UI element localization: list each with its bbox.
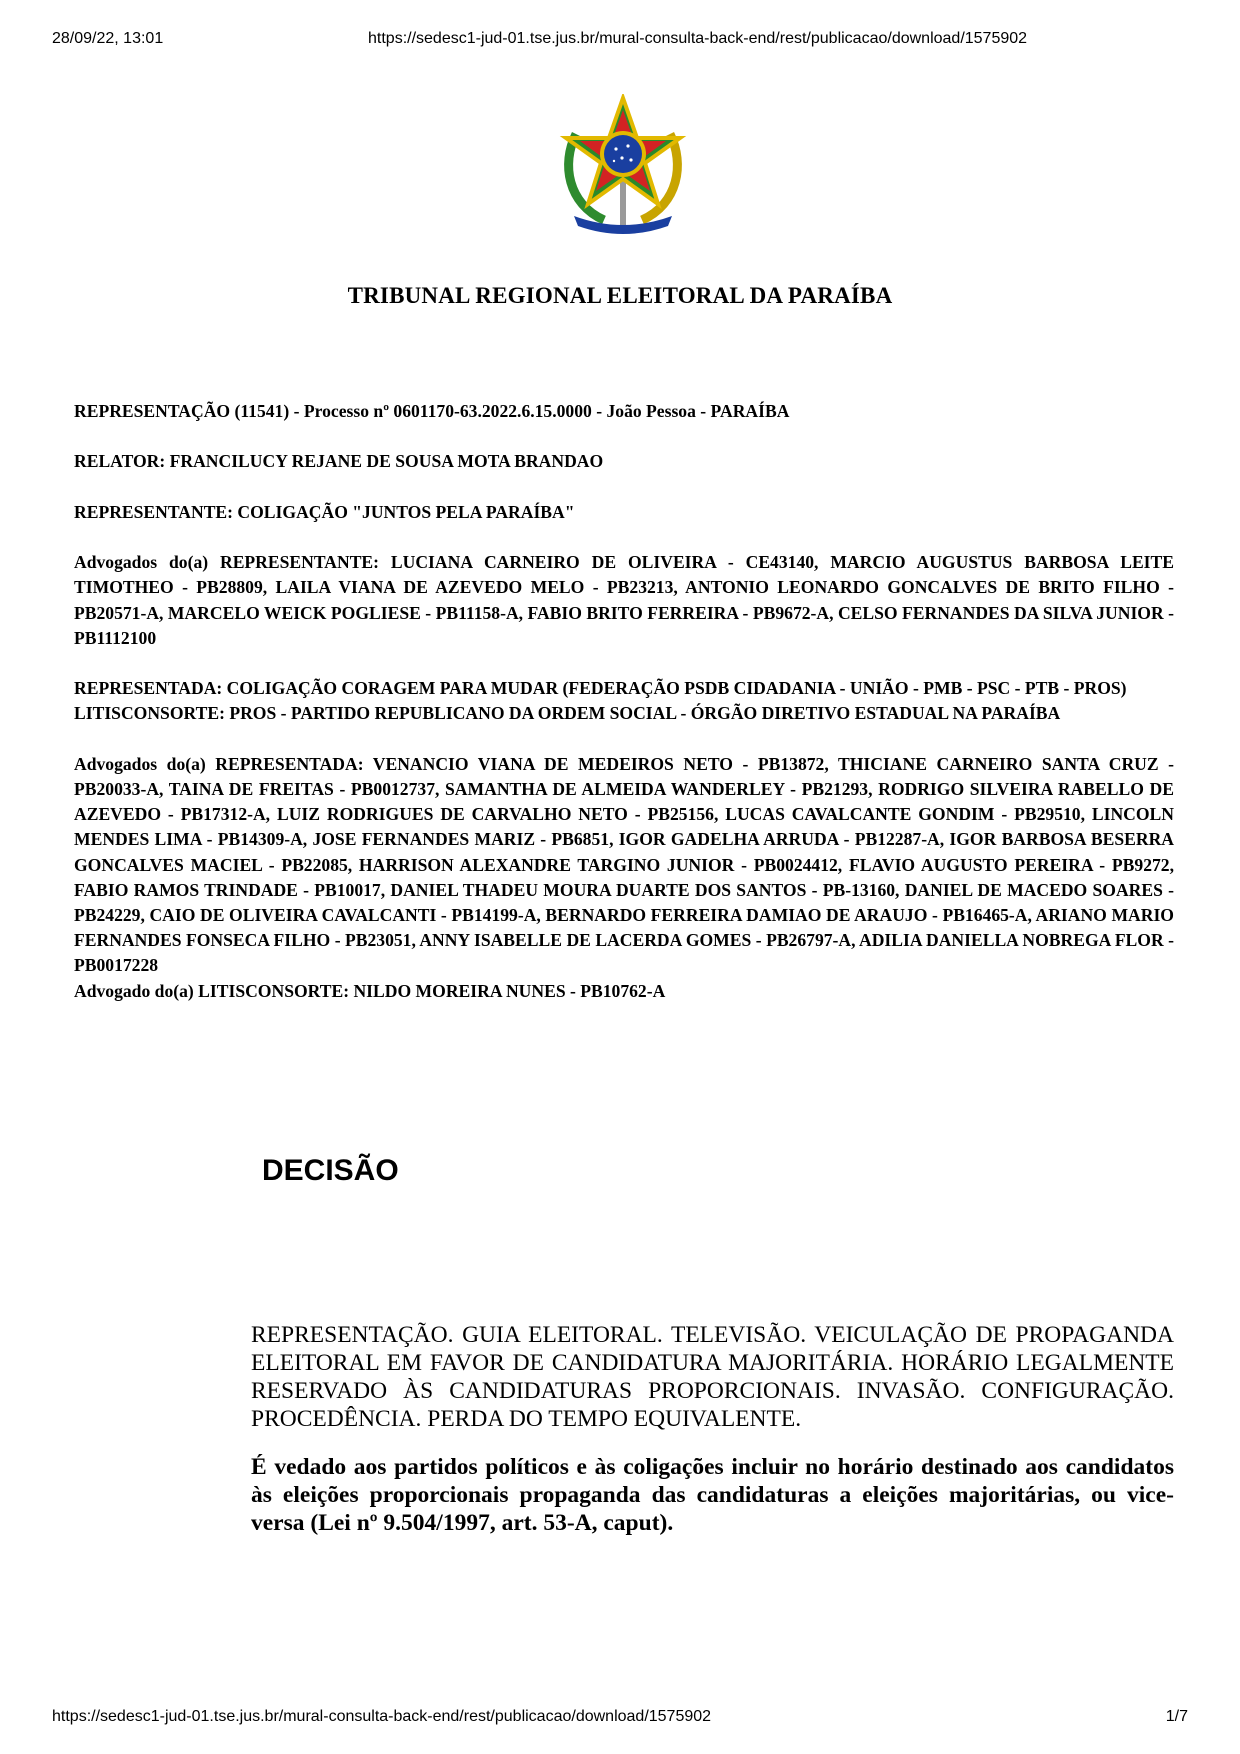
brazil-coat-of-arms-icon [556, 94, 690, 234]
ementa-summary: REPRESENTAÇÃO. GUIA ELEITORAL. TELEVISÃO. VEICULAÇÃO DE PROPAGANDA ELEITORAL EM FAVOR DE CANDIDATURA MAJORITÁRIA. HORÁRIO LEGALMENTE RESERVADO ÀS CANDIDATURAS PROPORCIONAIS. INVASÃO. CONFIGURAÇÃO. PROCEDÊNCIA. PERDA DO TEMPO EQUIVALENTE. [251, 1322, 1174, 1432]
litisconsorte-line: LITISCONSORTE: PROS - PARTIDO REPUBLICANO DA ORDEM SOCIAL - ÓRGÃO DIRETIVO ESTADUAL NA PARAÍBA [74, 703, 1061, 724]
print-datetime: 28/09/22, 13:01 [52, 30, 164, 47]
page-number: 1/7 [1165, 1708, 1188, 1725]
advogado-litisconsorte: Advogado do(a) LITISCONSORTE: NILDO MOREIRA NUNES - PB10762-A [74, 980, 666, 1001]
representante-line: REPRESENTANTE: COLIGAÇÃO "JUNTOS PELA PARAÍBA" [74, 501, 575, 522]
decision-heading: DECISÃO [262, 1154, 399, 1187]
relator-line: RELATOR: FRANCILUCY REJANE DE SOUSA MOTA BRANDAO [74, 451, 604, 472]
advogados-representante: Advogados do(a) REPRESENTANTE: LUCIANA CARNEIRO DE OLIVEIRA - CE43140, MARCIO AUGUSTUS BARBOSA LEITE TIMOTHEO - PB28809, LAILA VIANA DE AZEVEDO MELO - PB23213, ANTONIO LEONARDO GONCALVES DE BRITO FILHO - PB20571-A, MARCELO WEICK POGLIESE - PB11158-A, FABIO BRITO FERREIRA - PB9672-A, CELSO FERNANDES DA SILVA JUNIOR - PB1112100 [74, 552, 1174, 648]
representada-line: REPRESENTADA: COLIGAÇÃO CORAGEM PARA MUDAR (FEDERAÇÃO PSDB CIDADANIA - UNIÃO - PMB - PSC - PTB - PROS) [74, 678, 1127, 699]
print-footer-url: https://sedesc1-jud-01.tse.jus.br/mural-consulta-back-end/rest/publicacao/download/1575902 [52, 1708, 712, 1725]
process-line: REPRESENTAÇÃO (11541) - Processo nº 0601170-63.2022.6.15.0000 - João Pessoa - PARAÍBA [74, 401, 790, 421]
ementa-thesis: É vedado aos partidos políticos e às coligações incluir no horário destinado aos candidatos às eleições proporcionais propaganda das candidaturas a eleições majoritárias, ou vice-versa (Lei nº 9.504/1997, art. 53-A, caput). [251, 1454, 1174, 1536]
print-header-url: https://sedesc1-jud-01.tse.jus.br/mural-consulta-back-end/rest/publicacao/download/1575902 [368, 30, 1028, 47]
court-title: TRIBUNAL REGIONAL ELEITORAL DA PARAÍBA [347, 283, 893, 308]
ementa-block [251, 1321, 1174, 1537]
case-metadata [74, 399, 1174, 1004]
advogados-representada: Advogados do(a) REPRESENTADA: VENANCIO VIANA DE MEDEIROS NETO - PB13872, THICIANE CARNEIRO SANTA CRUZ - PB20033-A, TAINA DE FREITAS - PB0012737, SAMANTHA DE ALMEIDA WANDERLEY - PB21293, RODRIGO SILVEIRA RABELLO DE AZEVEDO - PB17312-A, LUIZ RODRIGUES DE CARVALHO NETO - PB25156, LUCAS CAVALCANTE GONDIM - PB29510, LINCOLN MENDES LIMA - PB14309-A, JOSE FERNANDES MARIZ - PB6851, IGOR GADELHA ARRUDA - PB12287-A, IGOR BARBOSA BESERRA GONCALVES MACIEL - PB22085, HARRISON ALEXANDRE TARGINO JUNIOR - PB0024412, FLAVIO AUGUSTO PEREIRA - PB9272, FABIO RAMOS TRINDADE - PB10017, DANIEL THADEU MOURA DUARTE DOS SANTOS - PB-13160, DANIEL DE MACEDO SOARES - PB24229, CAIO DE OLIVEIRA CAVALCANTI - PB14199-A, BERNARDO FERREIRA DAMIAO DE ARAUJO - PB16465-A, ARIANO MARIO FERNANDES FONSECA FILHO - PB23051, ANNY ISABELLE DE LACERDA GOMES - PB26797-A, ADILIA DANIELLA NOBREGA FLOR - PB0017228 [74, 753, 1174, 976]
